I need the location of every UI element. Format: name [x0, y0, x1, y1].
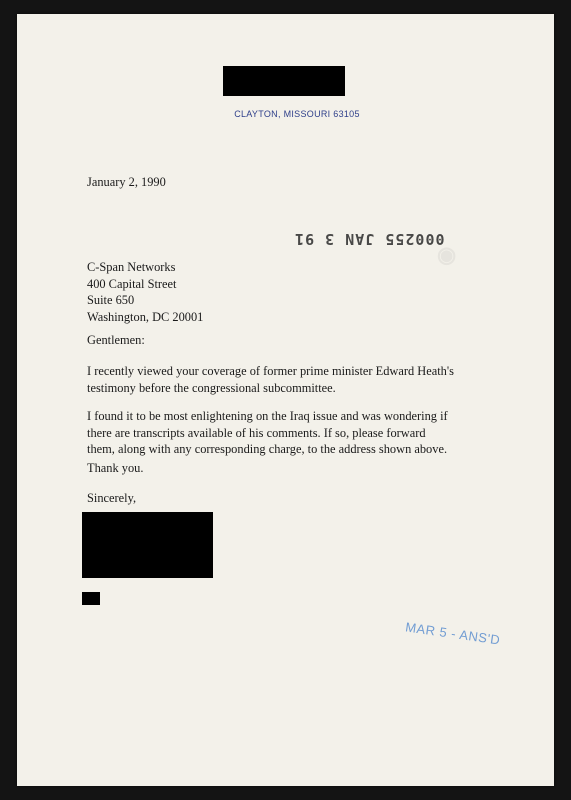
address-line: 400 Capital Street [87, 276, 177, 291]
redacted-letterhead-name [223, 66, 345, 96]
address-line: Washington, DC 20001 [87, 309, 204, 324]
address-line: Suite 650 [87, 293, 135, 308]
recipient-address [87, 259, 203, 325]
letter-page [17, 14, 554, 786]
redacted-initials [82, 592, 100, 605]
closing-line: Sincerely, [87, 491, 137, 505]
letter-date: January 2, 1990 [87, 175, 166, 189]
salutation: Gentlemen: [87, 333, 145, 347]
faint-bleedthrough: ◉ [437, 242, 457, 267]
answered-date-stamp: MAR 5 - ANS'D [404, 619, 502, 648]
letterhead-address: CLAYTON, MISSOURI 63105 [234, 109, 360, 119]
paragraph-1: I recently viewed your coverage of former prime minister Edward Heath's testimony before the congressional subcommittee. [87, 364, 454, 395]
redacted-signature [82, 512, 213, 578]
received-date-stamp: 000255 JAN 3 91 [294, 230, 445, 248]
address-line: C-Span Networks [87, 260, 176, 274]
paragraph-2: I found it to be most enlightening on the Iraq issue and was wondering if there are transcripts available of his comments. If so, please forward them, along with any corresponding charge, to the address shown above. [87, 409, 448, 457]
thanks-line: Thank you. [87, 461, 144, 475]
